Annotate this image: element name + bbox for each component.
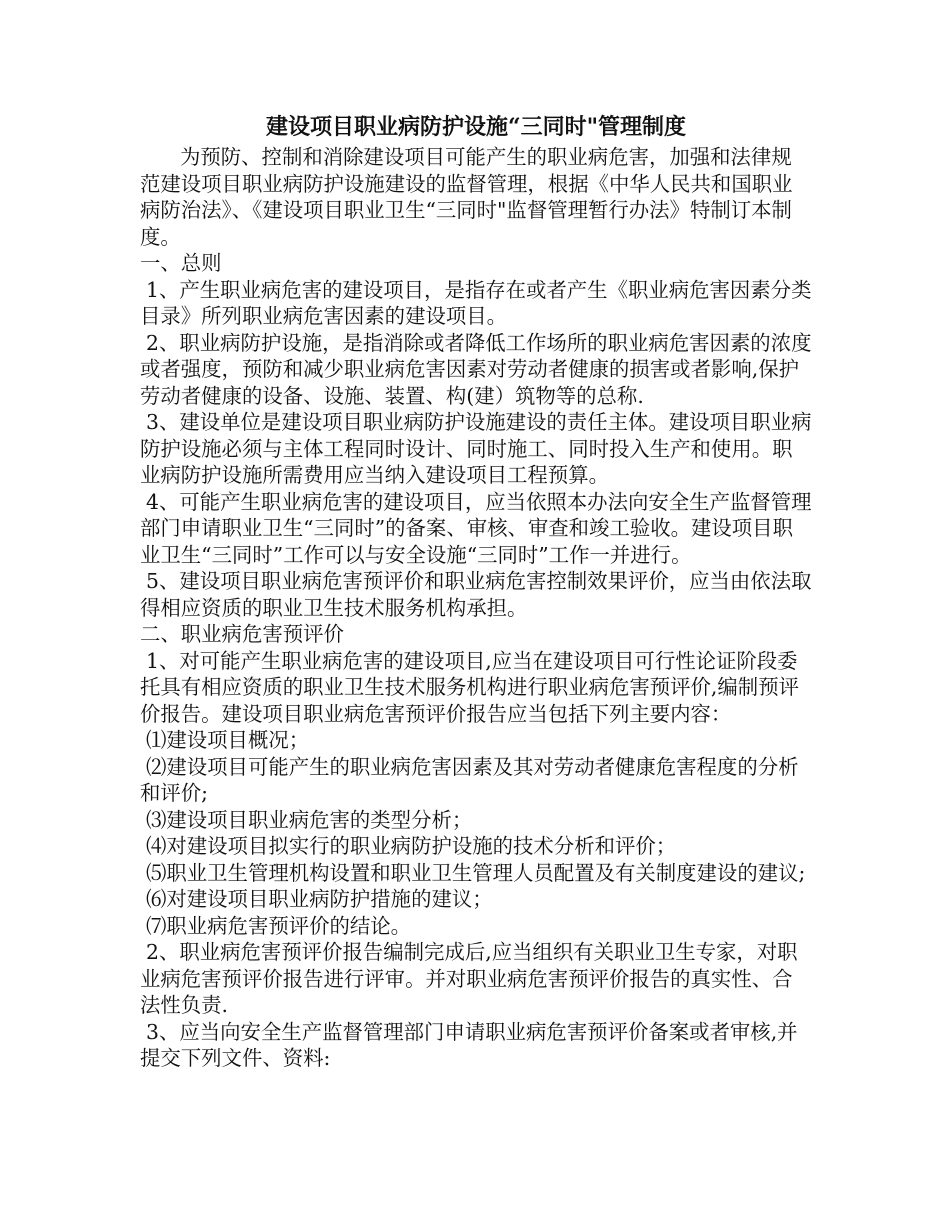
pre-evaluation-subitem-3: ⑶建设项目职业病危害的类型分析； [146,807,473,832]
pre-evaluation-subitem-4: ⑷对建设项目拟实行的职业病防护设施的技术分析和评价； [146,834,677,858]
pre-evaluation-subitem-1: ⑴建设项目概况； [146,728,310,752]
intro-paragraph: 为预防、控制和消除建设项目可能产生的职业病危害，加强和法律规范建设项目职业病防护设施建设的监督管理，根据《中华人民共和国职业病防治法》、《建设项目职业卫生“三同时"监督管理暂行办法》特制订本制度。 [140,145,793,249]
pre-evaluation-subitem-6: ⑹对建设项目职业病防护措施的建议； [146,887,493,911]
pre-evaluation-item-2: 2、职业病危害预评价报告编制完成后,应当组织有关职业卫生专家，对职业病危害预评价报告进行评审。并对职业病危害预评价报告的真实性、合法性负责. [140,940,798,1017]
pre-evaluation-item-3: 3、应当向安全生产监督管理部门申请职业病危害预评价备案或者审核,并提交下列文件、资料: [140,1019,798,1070]
general-item-3: 3、建设单位是建设项目职业病防护设施建设的责任主体。建设项目职业病防护设施必须与主体工程同时设计、同时施工、同时投入生产和使用。职业病防护设施所需费用应当纳入建设项目工程预算。 [140,410,812,487]
pre-evaluation-subitem-7: ⑺职业病危害预评价的结论。 [146,913,412,938]
document-page [140,112,812,1072]
general-item-1: 1、产生职业病危害的建设项目，是指存在或者产生《职业病危害因素分类目录》所列职业病危害因素的建设项目。 [140,277,812,328]
pre-evaluation-subitem-5: ⑸职业卫生管理机构设置和职业卫生管理人员配置及有关制度建设的建议; [146,860,806,885]
document-title: 建设项目职业病防护设施“三同时"管理制度 [265,114,687,140]
pre-evaluation-item-1: 1、对可能产生职业病危害的建设项目,应当在建设项目可行性论证阶段委托具有相应资质的职业卫生技术服务机构进行职业病危害预评价,编制预评价报告。建设项目职业病危害预评价报告应当包括下列主要内容： [140,648,799,726]
section-heading-pre-evaluation: 二、职业病危害预评价 [140,622,344,646]
general-item-4: 4、可能产生职业病危害的建设项目，应当依照本办法向安全生产监督管理部门申请职业卫生“三同时”的备案、审核、审查和竣工验收。建设项目职业卫生“三同时”工作可以与安全设施“三同时”工作一并进行。 [140,489,812,567]
pre-evaluation-subitem-2: ⑵建设项目可能产生的职业病危害因素及其对劳动者健康危害程度的分析和评价; [140,754,799,805]
section-heading-general: 一、总则 [140,251,222,275]
general-item-5: 5、建设项目职业病危害预评价和职业病危害控制效果评价，应当由依法取得相应资质的职业卫生技术服务机构承担。 [140,569,812,620]
general-item-2: 2、职业病防护设施，是指消除或者降低工作场所的职业病危害因素的浓度或者强度，预防和减少职业病危害因素对劳动者健康的损害或者影响,保护劳动者健康的设备、设施、装置、构(建）筑物等的总称. [140,330,812,408]
